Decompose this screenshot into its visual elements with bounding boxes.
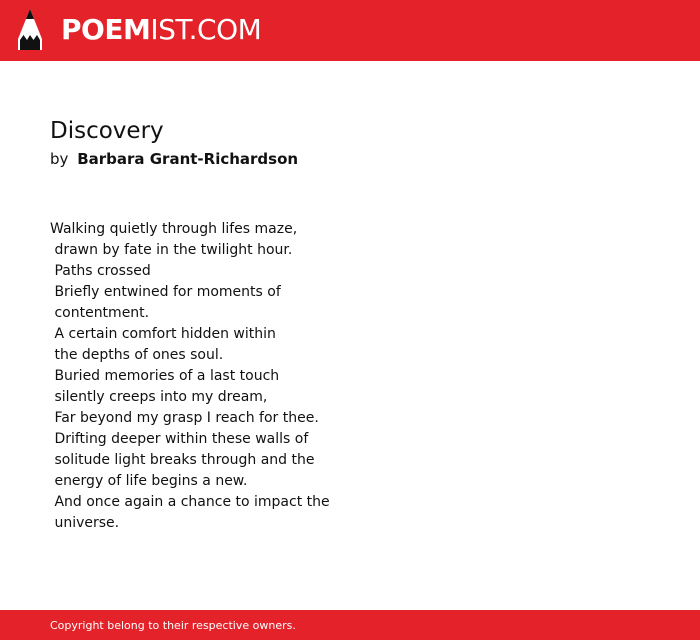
site-footer — [0, 610, 700, 640]
by-label: by — [50, 150, 69, 168]
poem-title: Discovery — [50, 118, 164, 144]
logo-bold-text: POEM — [61, 13, 151, 46]
site-logo-link[interactable] — [17, 8, 261, 52]
poem-line: Drifting deeper within these walls of — [50, 431, 309, 447]
poem-line: Buried memories of a last touch — [50, 368, 280, 384]
copyright-text: Copyright belong to their respective owners. — [50, 619, 296, 632]
poem-line: Briefly entwined for moments of — [50, 284, 281, 300]
poem-line: Paths crossed — [50, 263, 151, 279]
poem-line: silently creeps into my dream, — [50, 389, 268, 405]
poem-line: A certain comfort hidden within — [50, 326, 276, 342]
pencil-tip-icon — [17, 8, 43, 52]
poem-line: And once again a chance to impact the — [50, 494, 330, 510]
poem-line: the depths of ones soul. — [50, 347, 224, 363]
author-name[interactable]: Barbara Grant-Richardson — [77, 150, 299, 168]
logo-light-text: IST.COM — [150, 13, 262, 46]
poem-line: contentment. — [50, 305, 150, 321]
poem-line: energy of life begins a new. — [50, 473, 248, 489]
poem-line: drawn by fate in the twilight hour. — [50, 242, 293, 258]
site-header — [0, 0, 700, 61]
site-logo-text — [61, 8, 261, 52]
byline — [50, 149, 298, 169]
poem-line: solitude light breaks through and the — [50, 452, 315, 468]
poem-line: universe. — [50, 515, 120, 531]
poem-line: Far beyond my grasp I reach for thee. — [50, 410, 319, 426]
poem-line: Walking quietly through lifes maze, — [50, 221, 298, 237]
poem-body — [50, 219, 650, 534]
